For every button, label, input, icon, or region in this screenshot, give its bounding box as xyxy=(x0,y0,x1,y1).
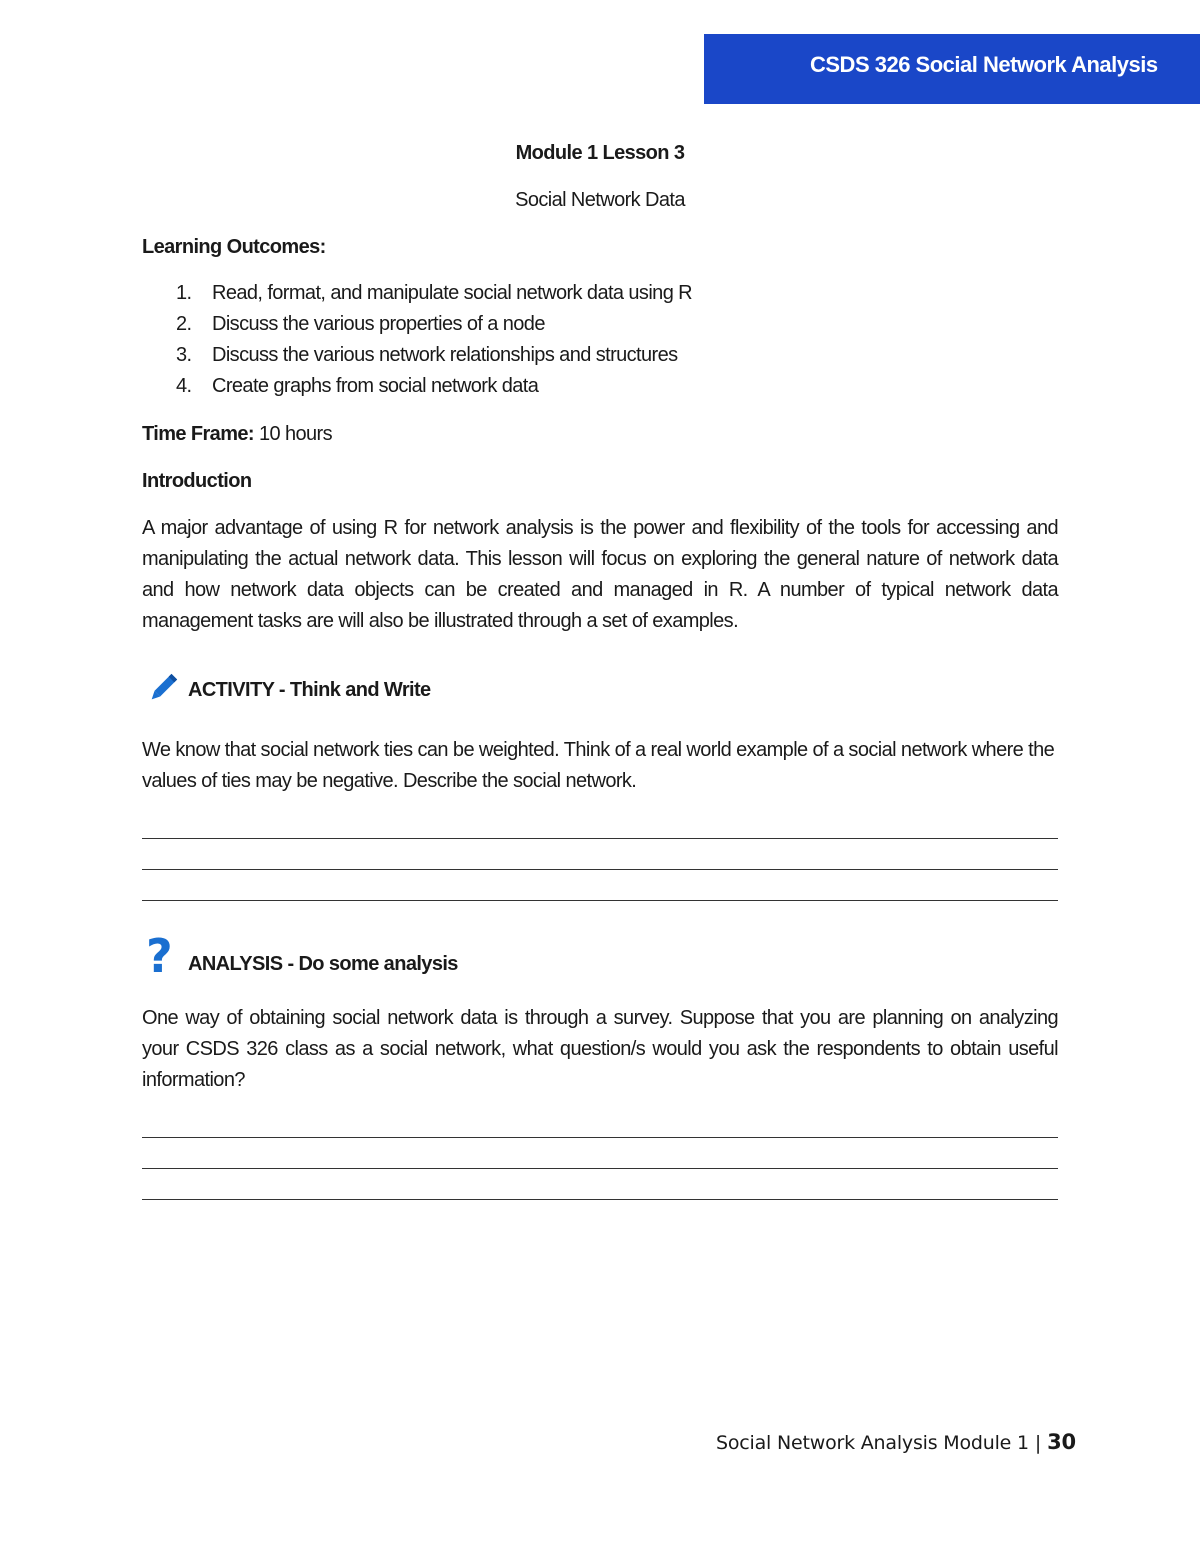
learning-outcomes-label: Learning Outcomes: xyxy=(142,236,326,258)
analysis-heading xyxy=(146,929,458,983)
activity-heading xyxy=(146,670,431,710)
learning-outcomes-list xyxy=(142,282,692,406)
list-number: 1. xyxy=(176,282,192,304)
page-footer xyxy=(716,1430,1076,1454)
list-item xyxy=(142,313,692,344)
list-number: 4. xyxy=(176,375,192,397)
time-frame xyxy=(142,423,332,446)
introduction-label: Introduction xyxy=(142,470,252,492)
list-text: Discuss the various properties of a node xyxy=(212,313,545,335)
answer-line[interactable] xyxy=(142,1137,1058,1138)
answer-line[interactable] xyxy=(142,1199,1058,1200)
answer-line[interactable] xyxy=(142,869,1058,870)
introduction-text: A major advantage of using R for network analysis is the power and flexibility of the tools for accessing and manipulating the actual network data. This lesson will focus on exploring the general nature of network data and how network data objects can be created and managed in R. A number of typical network data management tasks are will also be illustrated through a set of examples. xyxy=(142,517,1058,632)
list-text: Read, format, and manipulate social network data using R xyxy=(212,282,693,304)
pencil-icon xyxy=(146,671,180,710)
answer-line[interactable] xyxy=(142,1168,1058,1169)
time-frame-value: 10 hours xyxy=(258,423,332,445)
list-item xyxy=(142,344,692,375)
analysis-label: ANALYSIS - Do some analysis xyxy=(188,953,458,975)
course-title: CSDS 326 Social Network Analysis xyxy=(810,52,1158,77)
answer-line[interactable] xyxy=(142,838,1058,839)
list-number: 3. xyxy=(176,344,192,366)
lesson-subtitle: Social Network Data xyxy=(515,189,685,211)
list-item xyxy=(142,375,692,406)
analysis-prompt: One way of obtaining social network data is through a survey. Suppose that you are planning on analyzing your CSDS 326 class as a social network, what question/s would you ask the respondents to obtain useful information? xyxy=(142,1007,1058,1091)
question-mark-icon: ? xyxy=(146,929,173,983)
list-text: Discuss the various network relationships and structures xyxy=(212,344,678,366)
lesson-title: Module 1 Lesson 3 xyxy=(515,142,685,164)
footer-separator: | xyxy=(1034,1432,1042,1454)
activity-label: ACTIVITY - Think and Write xyxy=(188,678,431,701)
list-text: Create graphs from social network data xyxy=(212,375,539,397)
time-frame-label: Time Frame: xyxy=(142,423,254,445)
list-number: 2. xyxy=(176,313,192,335)
answer-line[interactable] xyxy=(142,900,1058,901)
activity-prompt: We know that social network ties can be weighted. Think of a real world example of a social network where the values of ties may be negative. Describe the social network. xyxy=(142,739,1055,792)
page-number: 30 xyxy=(1047,1430,1076,1454)
list-item xyxy=(142,282,692,313)
footer-text: Social Network Analysis Module 1 xyxy=(716,1432,1029,1454)
